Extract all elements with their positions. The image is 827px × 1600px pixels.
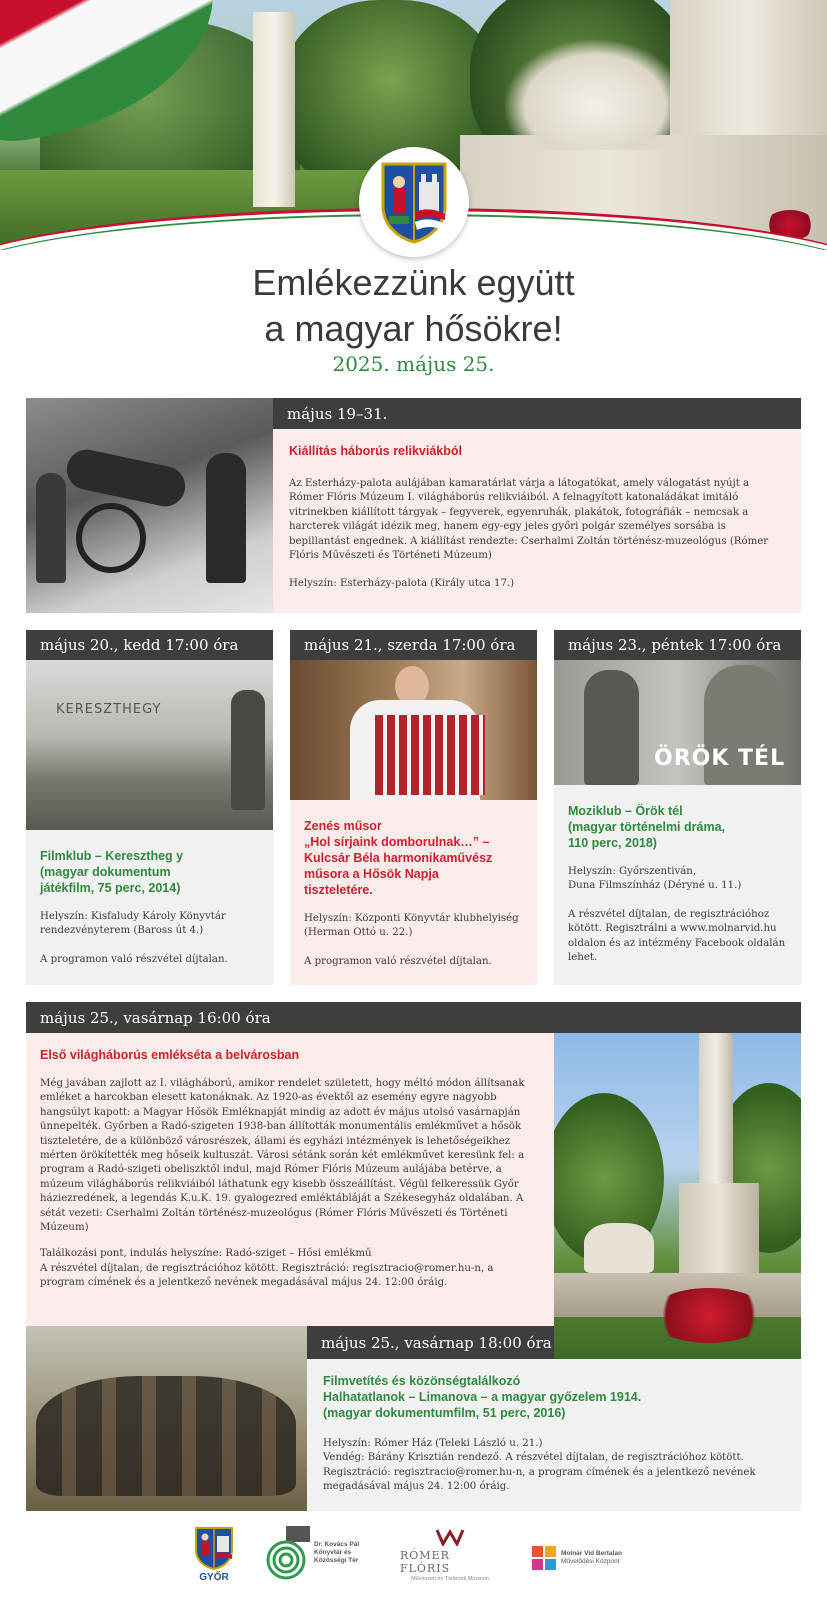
title-line: Halhatatlanok – Limanova – a magyar győzelem 1914. bbox=[323, 1390, 642, 1404]
soldier bbox=[36, 473, 66, 583]
event-title bbox=[323, 1373, 785, 1421]
event-title: Kiállítás háborús relikviákból bbox=[289, 444, 462, 458]
logo-molnar-vid bbox=[532, 1546, 622, 1570]
date-label: május 21., szerda 17:00 óra bbox=[304, 636, 516, 654]
event-location: Helyszín: Esterházy-palota (Király utca 17.) bbox=[289, 578, 515, 590]
date-label: május 19–31. bbox=[287, 404, 388, 423]
date-label: május 23., péntek 17:00 óra bbox=[568, 636, 782, 654]
title-line: Kulcsár Béla harmonikaművész bbox=[304, 851, 493, 865]
wreaths bbox=[649, 1288, 769, 1343]
event-note: A részvétel díjtalan, de regisztrációhoz kötött. Regisztrálni a www.molnarvid.hu oldalon és az intézmény Facebook oldalán lehet. bbox=[568, 908, 786, 964]
title-line: tiszteletére. bbox=[304, 883, 373, 897]
title-line: Moziklub – Örök tél bbox=[568, 804, 683, 818]
event-panel bbox=[290, 800, 537, 985]
event-date: 2025. május 25. bbox=[332, 352, 495, 376]
date-label: május 25., vasárnap 16:00 óra bbox=[40, 1008, 271, 1027]
actor-figure bbox=[584, 670, 639, 785]
title-line: (magyar dokumentumfilm, 51 perc, 2016) bbox=[323, 1406, 566, 1420]
statue bbox=[584, 1223, 654, 1273]
logo-line: Dr. Kovács Pál bbox=[314, 1541, 360, 1548]
soldier bbox=[206, 453, 246, 583]
film-poster-kereszthegy bbox=[26, 660, 273, 830]
logo-label: GYŐR bbox=[199, 1572, 229, 1583]
artillery-photo bbox=[26, 398, 273, 613]
date-label: május 20., kedd 17:00 óra bbox=[40, 636, 239, 654]
poster-title: ÖRÖK TÉL bbox=[654, 746, 786, 771]
event-description: Még javában zajlott az I. világháború, amikor rendelet született, hogy méltó módon állítsanak emléket a harcokban elesett katonáknak. Az 1920-as évektől az esemény egyre nagyobb hangsúlyt kapott: a Magyar Hősök Emléknapját mindig az adott év május utolsó vasárnapján ünnepelték. Győrben a Radó-szigeten 1938-ban állították monumentális emlékművet a hősök tiszteletére, de a különböző városrészek, állami és egyházi intézmények is lehetőségeikhez mérten örökítették meg hőseik kultuszát. Városi sétánk során két emlékművet keresünk fel: a program a Radó-szigeti obeliszktől indul, majd Rómer Flóris Múzeum aulájába betérve, a múzeum világháborús relikviáiból láthatunk egy kisebb összeállítást. Végül felkeressük Győr háziezredének, a legendás K.u.K. 19. gyalogezred emléktábláját a Székesegyház oldalában. A sétát vezeti: Cserhalmi Zoltán történész-muzeológus (Rómer Flóris Művészeti és Történeti Múzeum) bbox=[40, 1078, 525, 1234]
logo-library bbox=[266, 1526, 359, 1580]
logo-romer bbox=[400, 1528, 500, 1583]
title-line: műsora a Hősök Napja bbox=[304, 867, 439, 881]
cannon-wheel bbox=[76, 503, 146, 573]
date-label: május 25., vasárnap 18:00 óra bbox=[321, 1333, 552, 1352]
cultural-center-logo-icon bbox=[532, 1546, 556, 1570]
logo-line: RÓMER FLÓRIS bbox=[400, 1549, 451, 1575]
title-line: 110 perc, 2018) bbox=[568, 836, 657, 850]
location-line: Duna Filmszínház (Déryné u. 11.) bbox=[568, 880, 742, 892]
event-title bbox=[40, 848, 259, 896]
title-line: (magyar történelmi dráma, bbox=[568, 820, 725, 834]
registration-info: Regisztráció: regisztracio@romer.hu-n, a program címének és a jelentkező nevének megadásával május 24. 12:00 óráig. bbox=[323, 1466, 756, 1493]
poster-title: KERESZTHEGY bbox=[56, 702, 162, 717]
logo-line: Művelődési Központ bbox=[561, 1558, 620, 1565]
location-line: Helyszín: Győrszentiván, bbox=[568, 866, 697, 877]
event-panel bbox=[26, 1033, 554, 1326]
obelisk bbox=[699, 1033, 733, 1188]
statue bbox=[505, 40, 685, 150]
monument-pedestal bbox=[670, 0, 827, 150]
accordion bbox=[375, 715, 485, 795]
event-location: Helyszín: Kisfaludy Károly Könyvtár rendezvényterem (Baross út 4.) bbox=[40, 911, 226, 937]
title-line: „Hol sírjaink domborulnak…” – bbox=[304, 835, 490, 849]
title-line: (magyar dokumentum bbox=[40, 865, 171, 879]
event-description: Az Esterházy-palota aulájában kamaratárlat várja a látogatókat, amely válogatást nyújt a Rómer Flóris Múzeum I. világháborús relikviáiból. A felnagyított katonaládákat imitáló vitrinekben kiállított tárgyak – fegyverek, egyenruhák, plakátok, fotográfiák – nemcsak a harcterek világát idézik meg, hanem egy-egy jeles győri polgár személyes sorsába is bepillantást engednek. A kiállítást rendezte: Cserhalmi Zoltán történész-muzeológus (Rómer Flóris Művészeti és Történeti Múzeum) bbox=[289, 478, 769, 562]
obelisk bbox=[253, 12, 295, 207]
event-guest: Vendég: Bárány Krisztián rendező. A részvétel díjtalan, de regisztrációhoz kötött. bbox=[323, 1452, 744, 1464]
monument-base bbox=[679, 1183, 759, 1273]
date-bar bbox=[26, 630, 273, 660]
title-line: Emlékezzünk együtt bbox=[252, 262, 575, 303]
date-bar bbox=[307, 1326, 554, 1359]
page-title bbox=[0, 260, 827, 352]
memorial-obelisk-photo bbox=[554, 1033, 801, 1359]
museum-logo-icon bbox=[435, 1528, 465, 1546]
title-line: Filmvetítés és közönségtalálkozó bbox=[323, 1374, 521, 1388]
library-logo-icon bbox=[266, 1526, 310, 1580]
registration-info: A részvétel díjtalan, de regisztrációhoz kötött. Regisztráció: regisztracio@romer.hu-n, a program címének és a jelentkező nevének megadásával május 24. 12:00 óráig. bbox=[40, 1262, 494, 1289]
event-location: Helyszín: Központi Könyvtár klubhelyiség (Herman Ottó u. 22.) bbox=[304, 913, 519, 939]
logo-line: Molnár Vid Bertalan bbox=[561, 1550, 622, 1557]
accordion-player-photo bbox=[290, 660, 537, 800]
cannon bbox=[63, 446, 189, 510]
title-line: játékfilm, 75 perc, 2014) bbox=[40, 881, 181, 895]
title-line: Zenés műsor bbox=[304, 819, 382, 833]
film-poster-orok-tel bbox=[554, 660, 801, 785]
logo-text bbox=[561, 1550, 622, 1566]
meeting-point: Találkozási pont, indulás helyszíne: Radó-sziget – Hősi emlékmű bbox=[40, 1248, 372, 1260]
event-panel bbox=[554, 785, 801, 985]
logo-line: Közösségi Tér bbox=[314, 1557, 359, 1564]
logo-line: Könyvtár és bbox=[314, 1549, 352, 1556]
hussars-photo bbox=[26, 1326, 307, 1511]
crest-icon bbox=[194, 1526, 234, 1570]
date-bar bbox=[273, 398, 801, 429]
event-title bbox=[304, 818, 523, 898]
city-crest-badge bbox=[359, 147, 469, 257]
event-note: A programon való részvétel díjtalan. bbox=[40, 953, 228, 965]
date-bar bbox=[290, 630, 537, 660]
event-panel bbox=[26, 830, 273, 985]
event-location: Helyszín: Rómer Ház (Teleki László u. 21.) bbox=[323, 1438, 543, 1449]
cavalry-group bbox=[36, 1376, 296, 1496]
event-panel bbox=[307, 1359, 801, 1511]
date-bar bbox=[554, 630, 801, 660]
logo-line: Művészeti és Történeti Múzeum bbox=[411, 1576, 489, 1582]
date-bar bbox=[26, 1002, 801, 1033]
event-title: Első világháborús emlékséta a belvárosban bbox=[40, 1048, 300, 1062]
logo-gyor bbox=[192, 1526, 236, 1583]
event-location bbox=[568, 865, 787, 894]
title-line: Filmklub – Keresztheg y bbox=[40, 849, 184, 863]
event-title bbox=[568, 803, 787, 851]
event-note: A programon való részvétel díjtalan. bbox=[304, 955, 492, 967]
logo-text bbox=[314, 1541, 359, 1565]
bugler-figure bbox=[231, 690, 265, 810]
title-line: a magyar hősökre! bbox=[264, 308, 563, 349]
crest-icon bbox=[379, 160, 449, 244]
exhibition-panel bbox=[273, 429, 801, 613]
